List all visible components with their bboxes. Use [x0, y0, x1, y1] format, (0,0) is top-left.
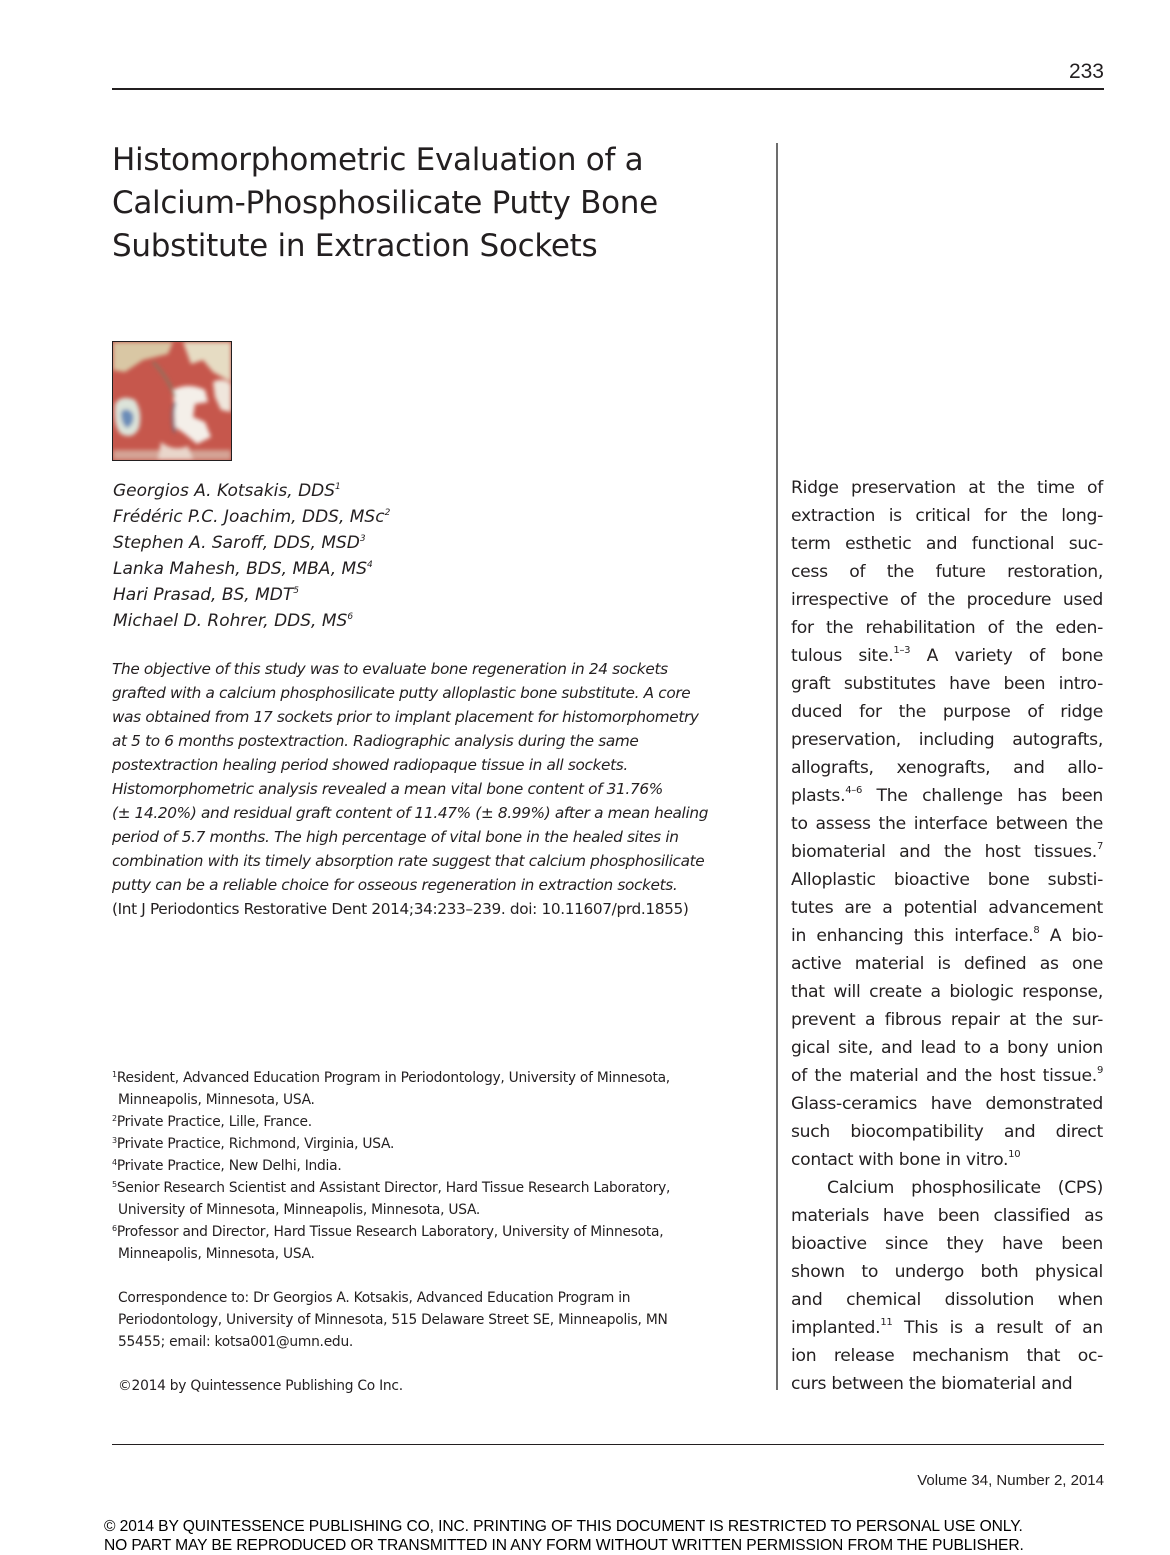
body-text: gical site, and lead to a bony union	[791, 1038, 1103, 1058]
body-text: plasts.	[791, 786, 846, 806]
body-line	[791, 698, 1103, 726]
body-text: ion release mechanism that oc-	[791, 1346, 1103, 1366]
body-line	[791, 530, 1103, 558]
affiliation-text: Senior Research Scientist and Assistant Director, Hard Tissue Research Laboratory,	[116, 1180, 671, 1196]
body-text: graft substitutes have been intro-	[791, 674, 1103, 694]
affiliation-continued: Minneapolis, Minnesota, USA.	[118, 1246, 315, 1262]
citation: (Int J Periodontics Restorative Dent 2014;34:233–239. doi: 10.11607/prd.1855)	[112, 900, 689, 918]
body-text: that will create a biologic response,	[791, 982, 1103, 1002]
body-text: such biocompatibility and direct	[791, 1122, 1103, 1142]
body-text: of the material and the host tissue.	[791, 1066, 1097, 1086]
body-line	[791, 1342, 1103, 1370]
reference-marker: 8	[1033, 925, 1040, 936]
body-text: duced for the purpose of ridge	[791, 702, 1103, 722]
affiliation-text: Private Practice, Lille, France.	[116, 1114, 312, 1130]
abstract-line: at 5 to 6 months postextraction. Radiographic analysis during the same	[112, 732, 639, 750]
body-line	[791, 642, 1103, 670]
author-name: Georgios A. Kotsakis, DDS	[113, 481, 336, 501]
affiliation-number: 4	[112, 1158, 117, 1167]
body-line	[791, 894, 1103, 922]
body-line	[791, 866, 1103, 894]
affiliation	[112, 1221, 732, 1243]
affiliation-marker: 6	[347, 612, 354, 622]
author	[113, 504, 390, 530]
article-title	[112, 139, 752, 268]
body-text: bioactive since they have been	[791, 1234, 1103, 1254]
body-text: in enhancing this interface.	[791, 926, 1034, 946]
body-text: materials have been classified as	[791, 1206, 1103, 1226]
page-number: 233	[1068, 60, 1104, 83]
author-list	[113, 478, 390, 634]
body-text: allografts, xenografts, and allo-	[791, 758, 1103, 778]
body-text: contact with bone in vitro.	[791, 1150, 1009, 1170]
affiliation-continued: University of Minnesota, Minneapolis, Minnesota, USA.	[118, 1202, 481, 1218]
affiliation	[112, 1111, 732, 1133]
title-line: Substitute in Extraction Sockets	[112, 228, 598, 264]
abstract-line: Histomorphometric analysis revealed a mean vital bone content of 31.76%	[112, 780, 663, 798]
body-line	[791, 922, 1103, 950]
body-line	[791, 1118, 1103, 1146]
body-line	[791, 474, 1103, 502]
body-line	[791, 726, 1103, 754]
column-divider	[776, 143, 778, 1390]
body-text-column	[791, 474, 1103, 1398]
reference-marker: 1–3	[893, 645, 911, 656]
body-text: A variety of bone	[910, 646, 1103, 666]
body-text: to assess the interface between the	[791, 814, 1103, 834]
reference-marker: 9	[1096, 1065, 1103, 1076]
author-name: Frédéric P.C. Joachim, DDS, MSc	[113, 507, 385, 527]
body-line	[791, 754, 1103, 782]
body-line	[791, 1230, 1103, 1258]
body-line	[791, 810, 1103, 838]
body-text: cess of the future restoration,	[791, 562, 1103, 582]
author-name: Michael D. Rohrer, DDS, MS	[113, 611, 348, 631]
affiliation-text: Resident, Advanced Education Program in Periodontology, University of Minnesota,	[116, 1070, 670, 1086]
author-name: Lanka Mahesh, BDS, MBA, MS	[113, 559, 367, 579]
correspondence-line: 55455; email: kotsa001@umn.edu.	[118, 1334, 354, 1350]
body-text: and chemical dissolution when	[791, 1290, 1103, 1310]
affiliation-marker: 2	[384, 508, 391, 518]
reference-marker: 10	[1008, 1149, 1021, 1160]
issue-info: Volume 34, Number 2, 2014	[917, 1472, 1104, 1489]
body-text: preservation, including autografts,	[791, 730, 1103, 750]
abstract-line: combination with its timely absorption rate suggest that calcium phosphosilicate	[112, 852, 705, 870]
affiliation-marker: 3	[359, 534, 366, 544]
body-line	[791, 1202, 1103, 1230]
body-line	[791, 1034, 1103, 1062]
body-line	[791, 670, 1103, 698]
affiliation	[112, 1155, 732, 1177]
abstract-line: grafted with a calcium phosphosilicate putty alloplastic bone substitute. A core	[112, 684, 691, 702]
affiliation-text: Private Practice, Richmond, Virginia, USA.	[116, 1136, 395, 1152]
body-text: prevent a fibrous repair at the sur-	[791, 1010, 1103, 1030]
author	[113, 582, 390, 608]
footer-rule	[112, 1444, 1104, 1445]
body-text: irrespective of the procedure used	[791, 590, 1103, 610]
reference-marker: 11	[880, 1317, 893, 1328]
affiliation	[112, 1177, 732, 1199]
body-line	[791, 1006, 1103, 1034]
abstract-line: postextraction healing period showed radiopaque tissue in all sockets.	[112, 756, 628, 774]
body-text: tulous site.	[791, 646, 894, 666]
body-text: extraction is critical for the long-	[791, 506, 1103, 526]
body-text: A bio-	[1039, 926, 1103, 946]
body-text: tutes are a potential advancement	[791, 898, 1103, 918]
histology-image-icon	[113, 342, 231, 460]
body-line	[791, 502, 1103, 530]
body-text: implanted.	[791, 1318, 881, 1338]
abstract-line: (± 14.20%) and residual graft content of 11.47% (± 8.99%) after a mean healing	[112, 804, 709, 822]
body-text: shown to undergo both physical	[791, 1262, 1103, 1282]
affiliation-text: Professor and Director, Hard Tissue Research Laboratory, University of Minnesota,	[116, 1224, 664, 1240]
affiliation-number: 1	[112, 1070, 117, 1079]
abstract-line: putty can be a reliable choice for osseous regeneration in extraction sockets.	[112, 876, 678, 894]
affiliation	[112, 1133, 732, 1155]
title-line: Histomorphometric Evaluation of a	[112, 142, 644, 178]
author-name: Stephen A. Saroff, DDS, MSD	[113, 533, 360, 553]
title-line: Calcium-Phosphosilicate Putty Bone	[112, 185, 658, 221]
header-rule	[112, 88, 1104, 90]
abstract-line: was obtained from 17 sockets prior to implant placement for histomorphometry	[112, 708, 699, 726]
reference-marker: 7	[1096, 841, 1103, 852]
abstract-line: The objective of this study was to evaluate bone regeneration in 24 sockets	[112, 660, 668, 678]
affiliation	[112, 1067, 732, 1089]
affiliation-number: 2	[112, 1114, 117, 1123]
body-text: biomaterial and the host tissues.	[791, 842, 1097, 862]
body-text: for the rehabilitation of the eden-	[791, 618, 1103, 638]
affiliations	[112, 1067, 732, 1265]
body-text: term esthetic and functional suc-	[791, 534, 1103, 554]
body-text: Calcium phosphosilicate (CPS)	[827, 1178, 1103, 1198]
body-line	[791, 558, 1103, 586]
correspondence-line: Periodontology, University of Minnesota, 515 Delaware Street SE, Minneapolis, MN	[118, 1312, 668, 1328]
author-name: Hari Prasad, BS, MDT	[113, 585, 294, 605]
body-line	[791, 586, 1103, 614]
body-line	[791, 1258, 1103, 1286]
histology-thumbnail	[112, 341, 232, 461]
body-line	[791, 1314, 1103, 1342]
body-line	[791, 1174, 1103, 1202]
author	[113, 530, 390, 556]
affiliation-number: 6	[112, 1224, 117, 1233]
copyright-notice	[104, 1517, 1024, 1555]
affiliation-marker: 4	[366, 560, 373, 570]
affiliation-text: Private Practice, New Delhi, India.	[116, 1158, 342, 1174]
body-line	[791, 1286, 1103, 1314]
affiliation-number: 5	[112, 1180, 117, 1189]
author	[113, 478, 390, 504]
affiliation-marker: 5	[293, 586, 299, 596]
body-line	[791, 1062, 1103, 1090]
body-line	[791, 614, 1103, 642]
correspondence	[118, 1287, 738, 1353]
body-text: Ridge preservation at the time of	[791, 478, 1103, 498]
body-text: curs between the biomaterial and	[791, 1374, 1073, 1394]
body-line	[791, 1370, 1103, 1398]
correspondence-line: Correspondence to: Dr Georgios A. Kotsakis, Advanced Education Program in	[118, 1290, 631, 1306]
body-text: The challenge has been	[862, 786, 1103, 806]
affiliation-number: 3	[112, 1136, 117, 1145]
article-copyright: ©2014 by Quintessence Publishing Co Inc.	[118, 1378, 403, 1394]
abstract-line: period of 5.7 months. The high percentage of vital bone in the healed sites in	[112, 828, 679, 846]
author	[113, 608, 390, 634]
notice-line: NO PART MAY BE REPRODUCED OR TRANSMITTED IN ANY FORM WITHOUT WRITTEN PERMISSION FROM THE PUBLISHER.	[104, 1537, 1024, 1554]
body-text: active material is defined as one	[791, 954, 1103, 974]
body-line	[791, 1146, 1103, 1174]
body-line	[791, 978, 1103, 1006]
affiliation-continued: Minneapolis, Minnesota, USA.	[118, 1092, 315, 1108]
body-line	[791, 838, 1103, 866]
body-text: Glass-ceramics have demonstrated	[791, 1094, 1103, 1114]
notice-line: © 2014 BY QUINTESSENCE PUBLISHING CO, INC. PRINTING OF THIS DOCUMENT IS RESTRICTED TO PERSONAL USE ONLY.	[104, 1518, 1023, 1535]
body-line	[791, 950, 1103, 978]
body-text: This is a result of an	[892, 1318, 1103, 1338]
body-line	[791, 782, 1103, 810]
body-text: Alloplastic bioactive bone substi-	[791, 870, 1103, 890]
reference-marker: 4–6	[845, 785, 863, 796]
abstract	[112, 657, 762, 921]
affiliation-marker: 1	[335, 482, 341, 492]
body-line	[791, 1090, 1103, 1118]
author	[113, 556, 390, 582]
